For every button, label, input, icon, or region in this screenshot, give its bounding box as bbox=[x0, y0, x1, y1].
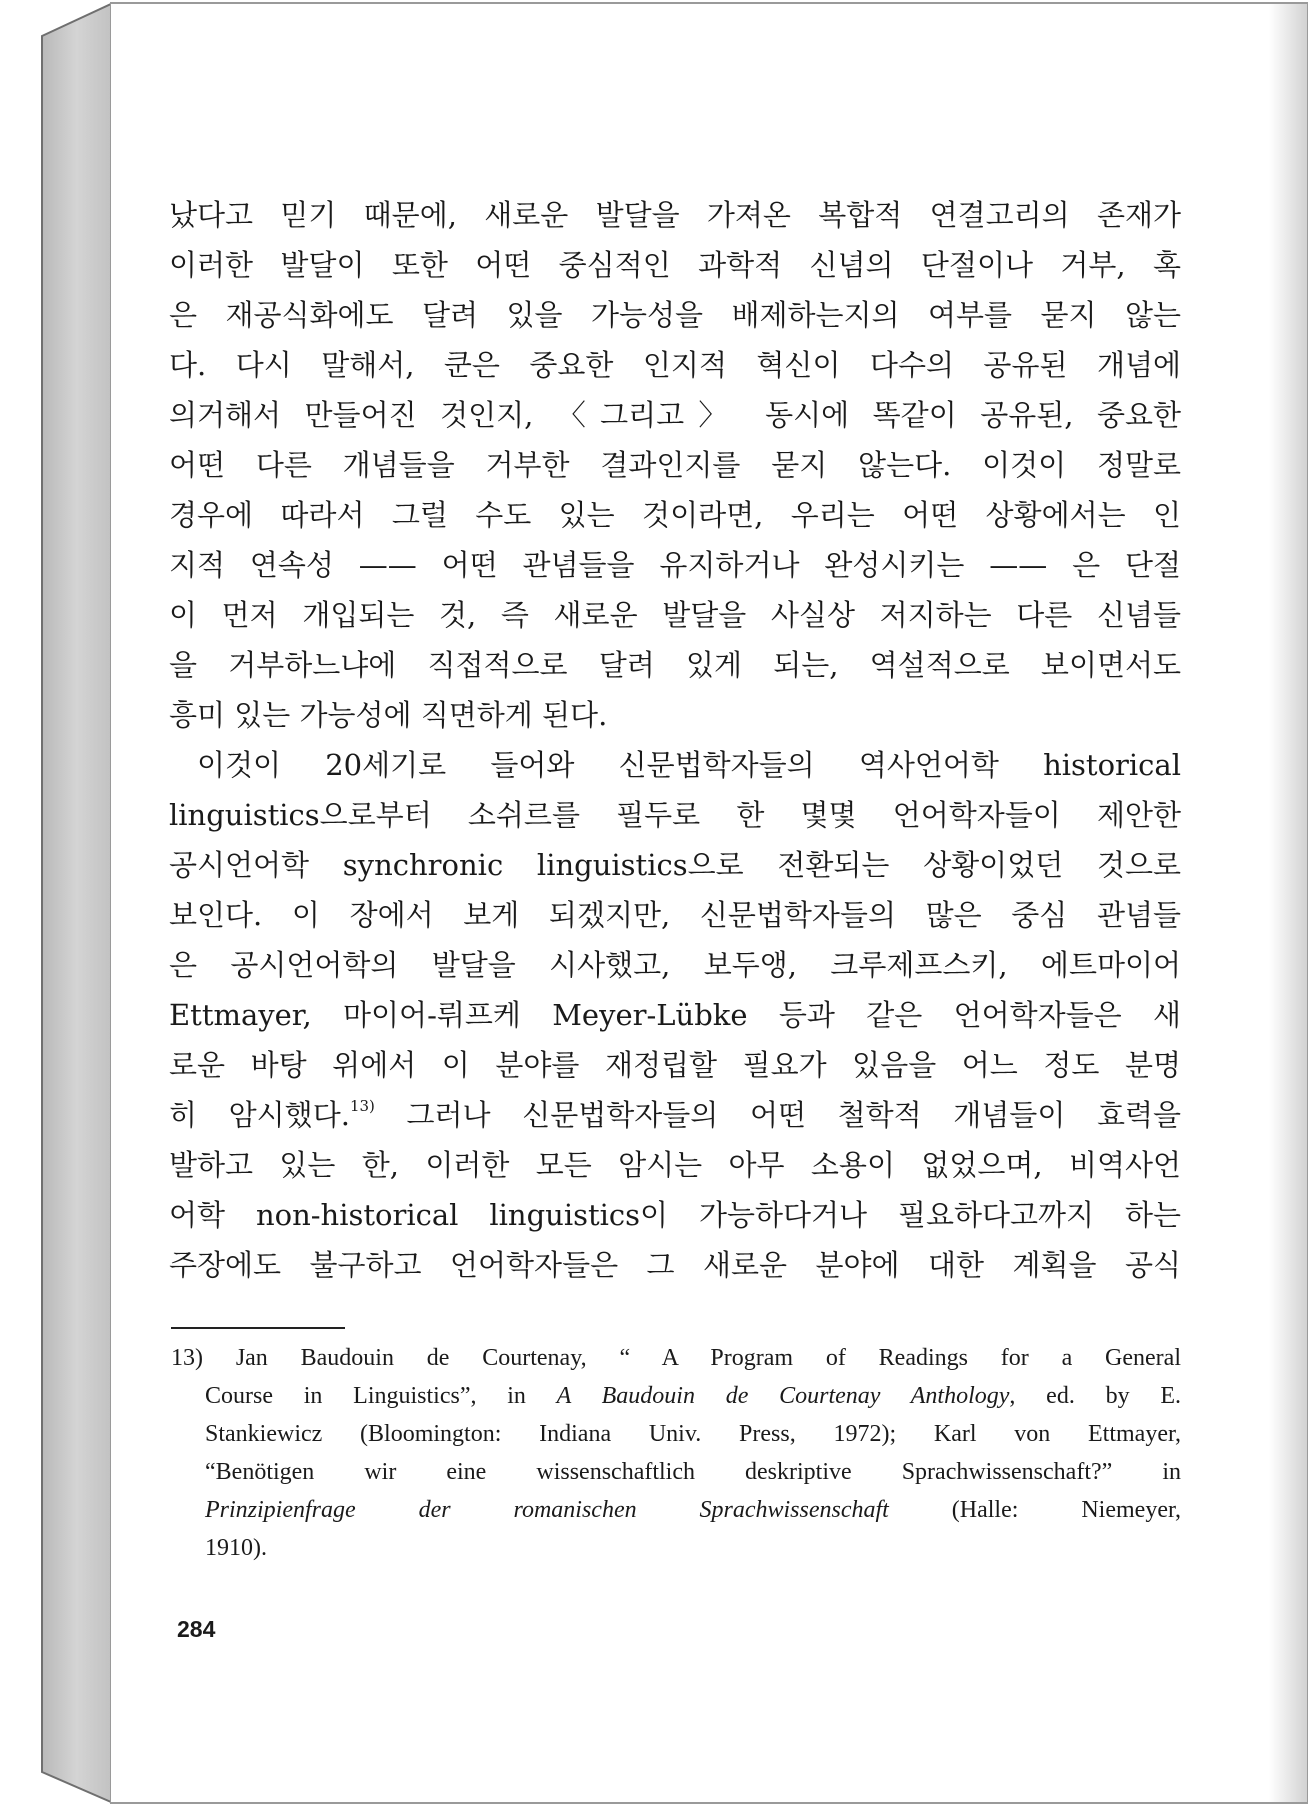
text-line: 은 재공식화에도 달려 있을 가능성을 배제하는지의 여부를 묻지 않는 bbox=[169, 298, 1181, 332]
footnote-text: (Halle: Niemeyer, bbox=[888, 1497, 1181, 1523]
footnote-text: Jan Baudouin de Courtenay, “ A Program of Readings for a General bbox=[235, 1345, 1181, 1371]
text-line: 어학 non-historical linguistics이 가능하다거나 필요하다고까지 하는 bbox=[169, 1198, 1181, 1232]
text-line: 발하고 있는 한, 이러한 모든 암시는 아무 소용이 없었으며, 비역사언 bbox=[169, 1148, 1181, 1182]
footnote-line bbox=[171, 1377, 1181, 1415]
footnote-line: “Benötigen wir eine wissenschaftlich deskriptive Sprachwissenschaft?” in bbox=[205, 1459, 1181, 1485]
text-segment: 히 암시했다. bbox=[169, 1098, 350, 1132]
footnote-line bbox=[171, 1339, 1181, 1377]
text-line: 을 거부하느냐에 직접적으로 달려 있게 되는, 역설적으로 보이면서도 bbox=[169, 648, 1181, 682]
footnote-divider bbox=[171, 1327, 345, 1329]
text-line: 이 먼저 개입되는 것, 즉 새로운 발달을 사실상 저지하는 다른 신념들 bbox=[169, 598, 1181, 632]
text-line: 났다고 믿기 때문에, 새로운 발달을 가져온 복합적 연결고리의 존재가 bbox=[169, 198, 1181, 232]
page-number: 284 bbox=[177, 1616, 216, 1642]
text-line: 의거해서 만들어진 것인지, 〈그리고〉 동시에 똑같이 공유된, 중요한 bbox=[169, 398, 1181, 432]
paragraph-first-line: 이것이 20세기로 들어와 신문법학자들의 역사언어학 historical bbox=[197, 748, 1181, 782]
text-segment: 그러나 신문법학자들의 어떤 철학적 개념들이 효력을 bbox=[406, 1098, 1182, 1132]
text-line: 로운 바탕 위에서 이 분야를 재정립할 필요가 있음을 어느 정도 분명 bbox=[169, 1048, 1181, 1082]
footnote-line: 1910). bbox=[205, 1535, 267, 1561]
text-line: 이러한 발달이 또한 어떤 중심적인 과학적 신념의 단절이나 거부, 혹 bbox=[169, 248, 1181, 282]
footnote-line: Stankiewicz (Bloomington: Indiana Univ. Press, 1972); Karl von Ettmayer, bbox=[205, 1421, 1181, 1447]
text-line: Ettmayer, 마이어-뤼프케 Meyer-Lübke 등과 같은 언어학자들은 새 bbox=[169, 998, 1181, 1032]
text-line: 공시언어학 synchronic linguistics으로 전환되는 상황이었던 것으로 bbox=[169, 848, 1181, 882]
text-line: 경우에 따라서 그럴 수도 있는 것이라면, 우리는 어떤 상황에서는 인 bbox=[169, 498, 1181, 532]
footnote bbox=[171, 1339, 1181, 1567]
text-line: 어떤 다른 개념들을 거부한 결과인지를 묻지 않는다. 이것이 정말로 bbox=[169, 448, 1181, 482]
footnote-book-title: A Baudouin de Courtenay Anthology bbox=[556, 1383, 1010, 1409]
footnote-book-title: Prinzipienfrage der romanischen Sprachwissenschaft bbox=[205, 1497, 889, 1523]
footnote-text: Course in Linguistics”, in bbox=[205, 1383, 557, 1409]
body-text bbox=[169, 190, 1181, 1290]
text-line: 주장에도 불구하고 언어학자들은 그 새로운 분야에 대한 계획을 공식 bbox=[169, 1248, 1181, 1282]
text-line: 흥미 있는 가능성에 직면하게 된다. bbox=[169, 698, 608, 732]
page-edge-shadow bbox=[1269, 4, 1307, 1802]
text-line: 보인다. 이 장에서 보게 되겠지만, 신문법학자들의 많은 중심 관념들 bbox=[169, 898, 1181, 932]
footnote-line bbox=[171, 1491, 1181, 1529]
footnote-reference: 13) bbox=[349, 1097, 375, 1115]
text-line-with-footnote bbox=[169, 1090, 1181, 1140]
text-line: 다. 다시 말해서, 쿤은 중요한 인지적 혁신이 다수의 공유된 개념에 bbox=[169, 348, 1181, 382]
footnote-number: 13) bbox=[171, 1345, 203, 1371]
text-line: 은 공시언어학의 발달을 시사했고, 보두앵, 크루제프스키, 에트마이어 bbox=[169, 948, 1181, 982]
text-line: linguistics으로부터 소쉬르를 필두로 한 몇몇 언어학자들이 제안한 bbox=[169, 798, 1181, 832]
footnote-text: , ed. by E. bbox=[1009, 1383, 1181, 1409]
text-line: 지적 연속성 —— 어떤 관념들을 유지하거나 완성시키는 —— 은 단절 bbox=[169, 548, 1181, 582]
